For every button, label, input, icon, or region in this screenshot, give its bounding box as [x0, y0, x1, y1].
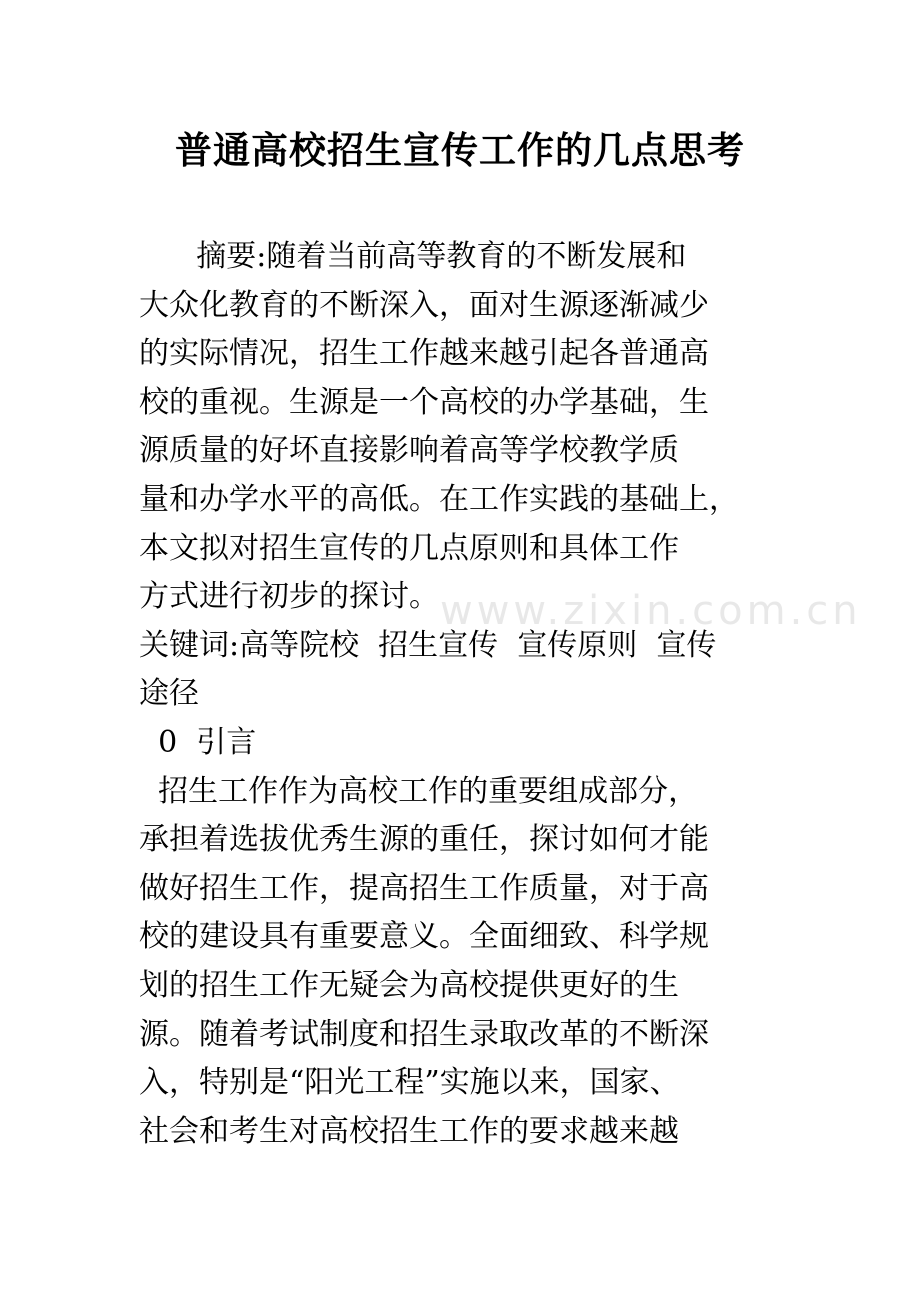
- section-heading: 0 引言: [139, 724, 257, 760]
- document-body: [139, 233, 789, 1156]
- abstract-line: 的实际情况，招生工作越来越引起各普通高: [139, 336, 709, 372]
- abstract-line: 量和办学水平的高低。在工作实践的基础上，: [139, 481, 739, 517]
- abstract-line: 校的重视。生源是一个高校的办学基础，生: [139, 384, 709, 420]
- document-title: 普通高校招生宣传工作的几点思考: [175, 128, 745, 172]
- abstract-line: 源质量的好坏直接影响着高等学校教学质: [139, 433, 679, 469]
- watermark: www.zixin.com.cn: [440, 588, 862, 634]
- body-line: 招生工作作为高校工作的重要组成部分，: [139, 773, 699, 809]
- abstract-line: 本文拟对招生宣传的几点原则和具体工作: [139, 530, 679, 566]
- body-line: 承担着选拔优秀生源的重任，探讨如何才能: [139, 822, 709, 858]
- body-line: 入，特别是“阳光工程”实施以来，国家、: [139, 1065, 680, 1101]
- abstract-line: 摘要:随着当前高等教育的不断发展和: [139, 239, 687, 274]
- body-line: 划的招生工作无疑会为高校提供更好的生: [139, 967, 679, 1003]
- abstract-line: 大众化教育的不断深入，面对生源逐渐减少: [139, 287, 709, 323]
- body-line: 做好招生工作，提高招生工作质量，对于高: [139, 870, 709, 906]
- body-line: 社会和考生对高校招生工作的要求越来越: [139, 1113, 679, 1149]
- keywords-line: 关键词:高等院校 招生宣传 宣传原则 宣传: [139, 627, 717, 663]
- body-line: 校的建设具有重要意义。全面细致、科学规: [139, 919, 709, 955]
- abstract-line: 方式进行初步的探讨。: [139, 579, 439, 615]
- keywords-line: 途径: [139, 676, 199, 712]
- body-line: 源。随着考试制度和招生录取改革的不断深: [139, 1016, 709, 1052]
